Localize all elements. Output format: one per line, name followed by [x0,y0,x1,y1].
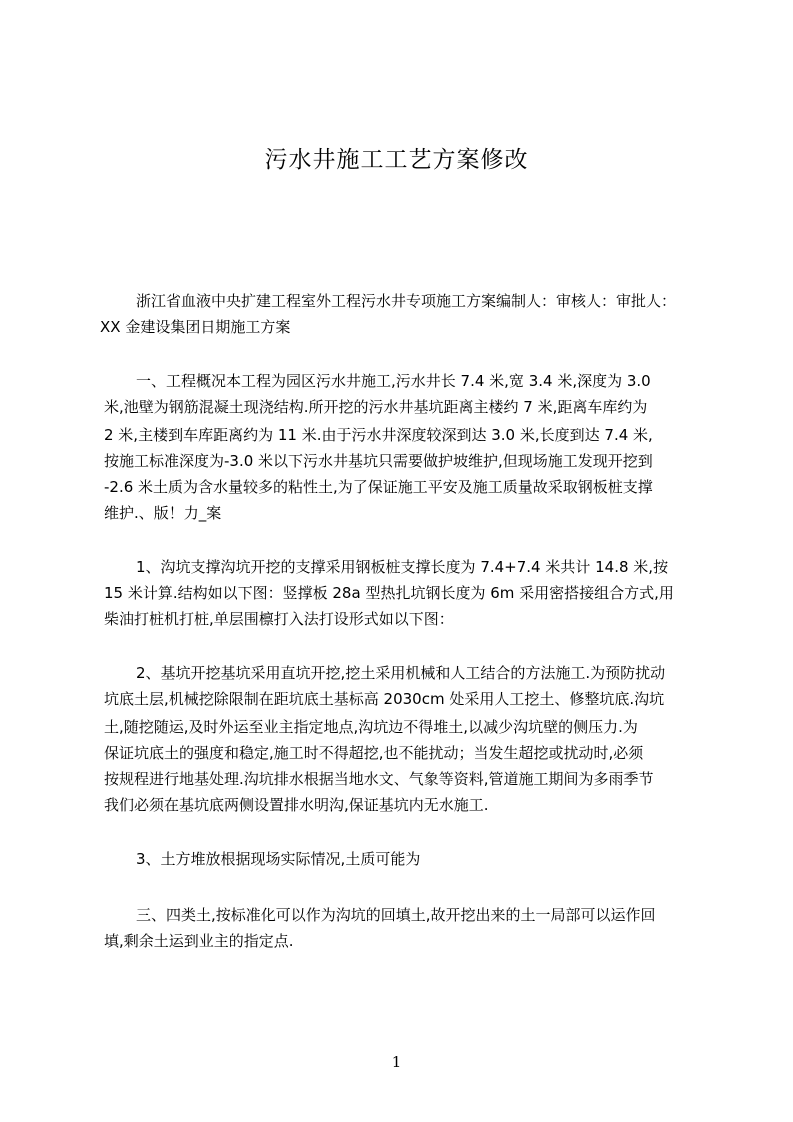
text-line: 3、土方堆放根据现场实际情况,土质可能为 [136,850,421,868]
text-line: 土,随挖随运,及时外运至业主指定地点,沟坑边不得堆土,以减少沟坑壁的侧压力.为 [104,718,638,736]
text-line: 按施工标准深度为-3.0 米以下污水井基坑只需要做护坡维护,但现场施工发现开挖到 [104,452,653,470]
text-line: 按规程进行地基处理.沟坑排水根据当地水文、气象等资料,管道施工期间为多雨季节 [104,770,654,788]
text-line: -2.6 米土质为含水量较多的粘性土,为了保证施工平安及施工质量故采取钢板桩支撑 [104,478,653,496]
text-line: 15 米计算.结构如以下图：竖撑板 28a 型热扎坑钢长度为 6m 采用密搭接组合方式,用 [104,584,674,602]
text-line: 1、沟坑支撑沟坑开挖的支撑采用钢板桩支撑长度为 7.4+7.4 米共计 14.8 米,按 [136,558,669,576]
text-line: 一、工程概况本工程为园区污水井施工,污水井长 7.4 米,宽 3.4 米,深度为 3.0 [136,372,651,390]
text-line: 2、基坑开挖基坑采用直坑开挖,挖土采用机械和人工结合的方法施工.为预防扰动 [136,664,666,682]
text-line: 2 米,主楼到车库距离约为 11 米.由于污水井深度较深到达 3.0 米,长度到达 7.4 米, [104,426,653,444]
text-line: 浙江省血液中央扩建工程室外工程污水井专项施工方案编制人：审核人：审批人： [136,292,677,310]
text-line: 保证坑底土的强度和稳定,施工时不得超挖,也不能扰动；当发生超挖或扰动时,必须 [104,744,644,762]
text-line: 维护.、版！力_案 [104,504,222,522]
document-title: 污水井施工工艺方案修改 [264,147,529,173]
text-line: 米,池壁为钢筋混凝土现浇结构.所开挖的污水井基坑距离主楼约 7 米,距离车库约为 [104,398,648,416]
text-line: 填,剩余土运到业主的指定点. [104,932,294,950]
text-line: 三、四类土,按标准化可以作为沟坑的回填土,故开挖出来的土一局部可以运作回 [136,906,656,924]
page-number: 1 [391,1053,402,1071]
text-line: 坑底土层,机械挖除限制在距坑底土基标高 2030cm 处采用人工挖土、修整坑底.沟坑 [104,690,665,708]
text-line: XX 金建设集团日期施工方案 [100,318,291,336]
text-line: 我们必须在基坑底两侧设置排水明沟,保证基坑内无水施工. [104,796,489,814]
text-line: 柴油打桩机打桩,单层围檩打入法打设形式如以下图： [104,610,454,628]
